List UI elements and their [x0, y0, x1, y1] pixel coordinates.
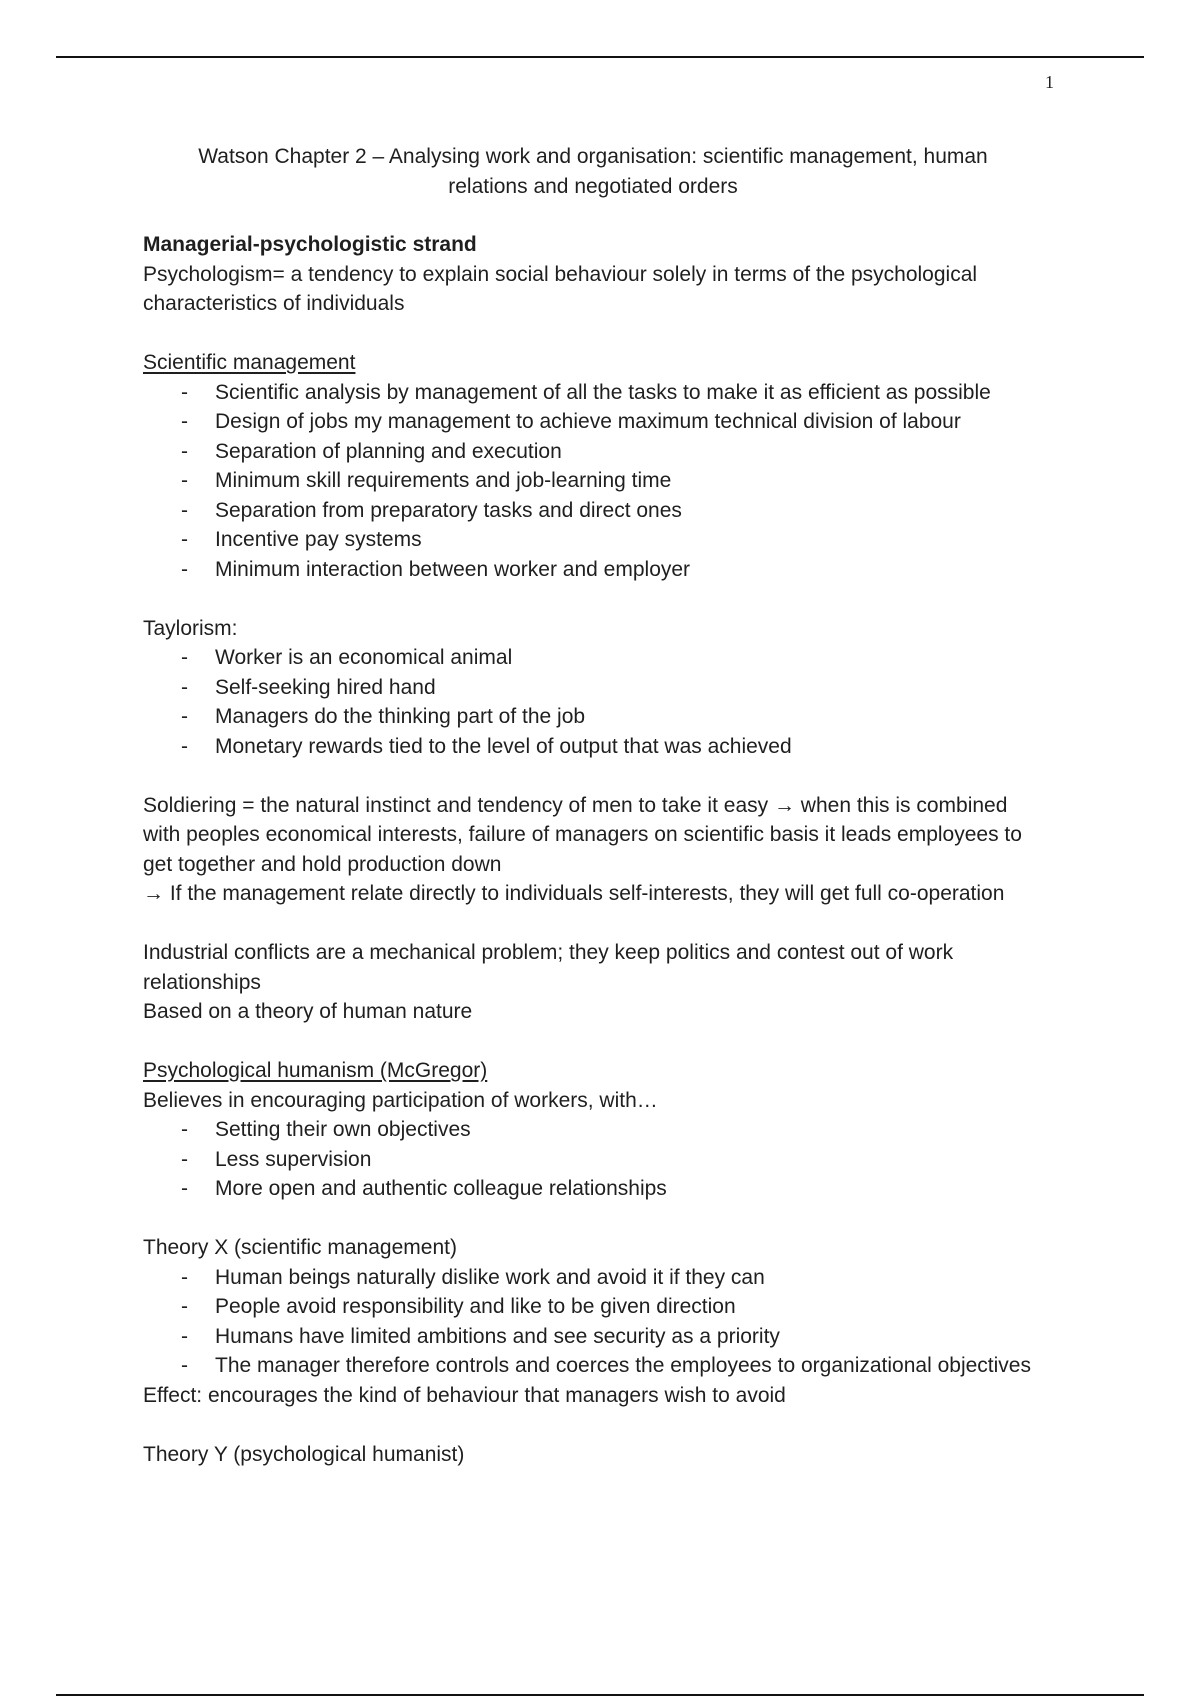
- section-humanism: [143, 1056, 1043, 1204]
- list-item: - Separation of planning and execution: [143, 437, 1043, 467]
- section-scientific-management: [143, 348, 1043, 584]
- list-item: - Scientific analysis by management of all the tasks to make it as efficient as possible: [143, 378, 1043, 408]
- paragraph: Soldiering = the natural instinct and tendency of men to take it easy → when this is combined with peoples economical interests, failure of managers on scientific basis it leads employees to get together and hold production down: [143, 793, 1022, 876]
- list-item: - People avoid responsibility and like to be given direction: [143, 1292, 1043, 1322]
- paragraph: Effect: encourages the kind of behaviour that managers wish to avoid: [143, 1383, 786, 1407]
- bullet-list: [143, 643, 1043, 761]
- bullet-list: [143, 1263, 1043, 1381]
- section-heading: Managerial-psychologistic strand: [143, 233, 477, 256]
- section-conflicts: [143, 938, 1043, 1027]
- list-item: - Human beings naturally dislike work and avoid it if they can: [143, 1263, 1043, 1293]
- section-heading: Scientific management: [143, 351, 356, 374]
- list-item: - Setting their own objectives: [143, 1115, 1043, 1145]
- list-item: - Worker is an economical animal: [143, 643, 1043, 673]
- list-item: - Humans have limited ambitions and see security as a priority: [143, 1322, 1043, 1352]
- list-item: - Minimum skill requirements and job-learning time: [143, 466, 1043, 496]
- section-heading: Psychological humanism (McGregor): [143, 1059, 488, 1082]
- bottom-rule: [56, 1694, 1144, 1696]
- document-title: [143, 142, 1043, 201]
- paragraph: → If the management relate directly to individuals self-interests, they will get full co-operation: [143, 882, 1005, 905]
- list-item: - The manager therefore controls and coerces the employees to organizational objectives: [143, 1351, 1043, 1381]
- top-rule: [56, 56, 1144, 58]
- paragraph: Psychologism= a tendency to explain social behaviour solely in terms of the psychological characteristics of individuals: [143, 262, 978, 315]
- list-item: - More open and authentic colleague relationships: [143, 1174, 1043, 1204]
- section-theory-x: [143, 1233, 1043, 1410]
- list-item: - Self-seeking hired hand: [143, 673, 1043, 703]
- list-item: - Managers do the thinking part of the job: [143, 702, 1043, 732]
- bullet-list: [143, 378, 1043, 585]
- list-item: - Design of jobs my management to achieve maximum technical division of labour: [143, 407, 1043, 437]
- bullet-list: [143, 1115, 1043, 1204]
- paragraph: Based on a theory of human nature: [143, 1000, 473, 1023]
- title-line-2: relations and negotiated orders: [448, 174, 738, 198]
- page-number: 1: [1045, 72, 1054, 92]
- list-item: - Incentive pay systems: [143, 525, 1043, 555]
- document-body: [143, 142, 1043, 1499]
- section-heading: Theory Y (psychological humanist): [143, 1442, 465, 1466]
- paragraph: Industrial conflicts are a mechanical problem; they keep politics and contest out of work relationships: [143, 941, 954, 994]
- paragraph: Believes in encouraging participation of workers, with…: [143, 1088, 658, 1112]
- list-item: - Monetary rewards tied to the level of output that was achieved: [143, 732, 1043, 762]
- list-item: - Minimum interaction between worker and employer: [143, 555, 1043, 585]
- list-item: - Less supervision: [143, 1145, 1043, 1175]
- section-taylorism: [143, 614, 1043, 762]
- section-strand: [143, 230, 1043, 319]
- list-item: - Separation from preparatory tasks and direct ones: [143, 496, 1043, 526]
- section-heading: Taylorism:: [143, 616, 238, 640]
- section-soldiering: [143, 791, 1043, 909]
- section-theory-y: [143, 1440, 1043, 1470]
- section-heading: Theory X (scientific management): [143, 1236, 457, 1259]
- title-line-1: Watson Chapter 2 – Analysing work and organisation: scientific management, human: [198, 145, 988, 168]
